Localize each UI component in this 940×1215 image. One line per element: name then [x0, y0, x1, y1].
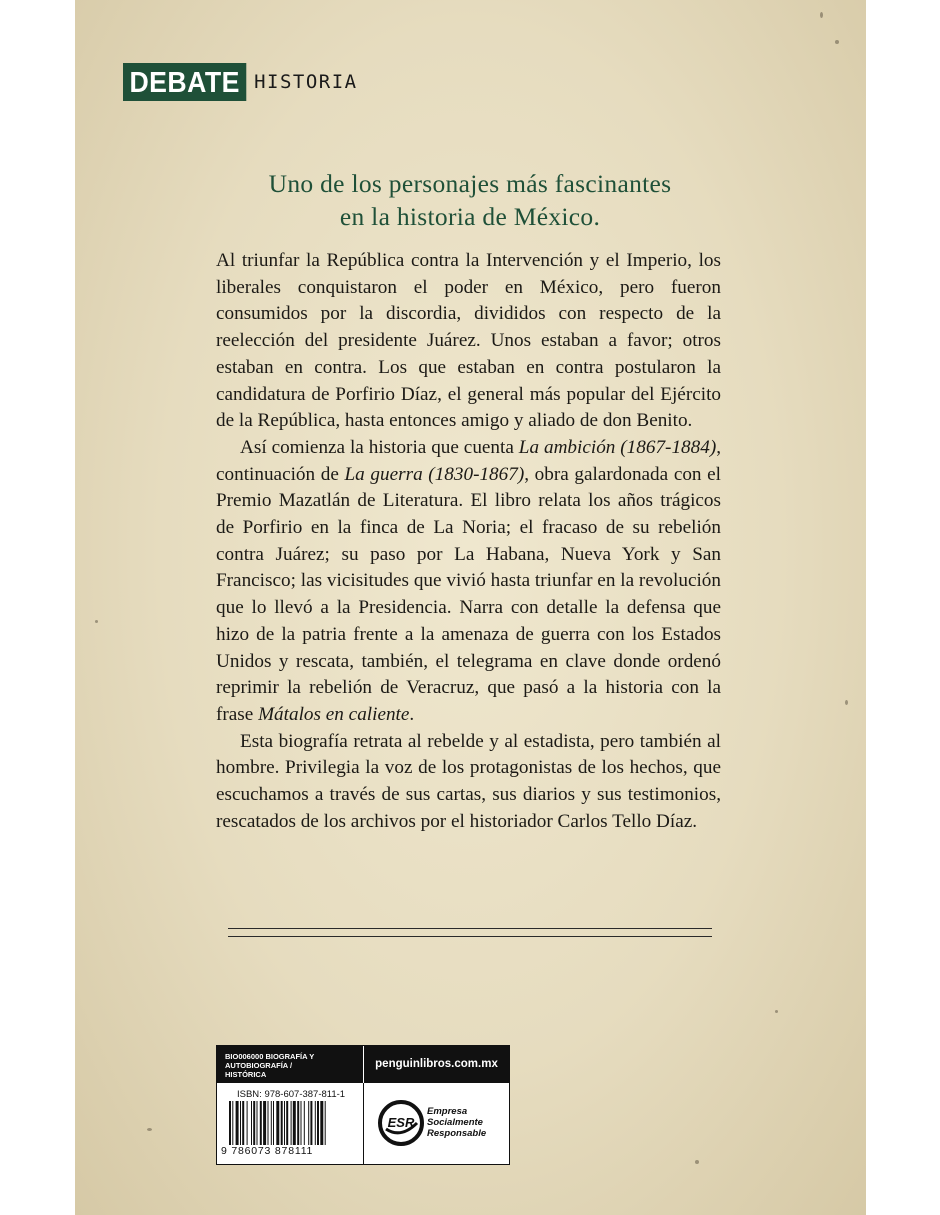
barcode-bar: [317, 1101, 319, 1145]
synopsis: [216, 248, 721, 835]
barcode-bar: [240, 1101, 241, 1145]
text-run: .: [409, 703, 415, 725]
barcode-bar: [325, 1101, 326, 1145]
barcode: [229, 1101, 353, 1145]
esr-line: Responsable: [427, 1128, 487, 1139]
barcode-bar: [276, 1101, 279, 1145]
esr-mark: ESR: [387, 1115, 415, 1130]
barcode-bar: [320, 1101, 323, 1145]
headline: [215, 167, 725, 233]
barcode-bar: [304, 1101, 305, 1145]
barcode-bar: [301, 1101, 302, 1145]
barcode-bar: [308, 1101, 309, 1145]
barcode-bar: [236, 1101, 239, 1145]
text-run: , obra galardonada con el Premio Mazatlán de Literatura. El libro relata los años trágicos de Porfirio en la finca de La Noria; el fracaso de su rebelión contra Juárez; su paso por La Habana, Nueva York y San Francisco; las vicisitudes que vivió hasta triunfar en la revolución que lo llevó a la Presidencia. Narra con detalle la defensa que hizo de la patria frente a la amenaza de guerra con los Estados Unidos y rescata, también, el telegrama en clave donde ordenó reprimir la rebelión de Veracruz, que pasó a la historia con la frase: [216, 463, 722, 725]
barcode-block: [216, 1045, 510, 1165]
barcode-bar: [281, 1101, 283, 1145]
text-run: Así comienza la historia que cuenta: [240, 436, 519, 458]
barcode-bar: [286, 1101, 288, 1145]
book-title: La ambición (1867-1884): [518, 436, 717, 458]
barcode-bar: [242, 1101, 244, 1145]
synopsis-paragraph: Al triunfar la República contra la Intervención y el Imperio, los liberales conquistaron el poder en México, pero fueron consumidos por la discordia, divididos con respecto de la reelección del presidente Juárez. Unos estaban a favor; otros estaban en contra. Los que estaban en contra postularon la candidatura de Porfirio Díaz, el general más popular del Ejército de la República, hasta entonces amigo y aliado de don Benito.: [216, 250, 721, 432]
barcode-bar: [257, 1101, 258, 1145]
bisac-line: HISTÓRICA: [225, 1070, 267, 1079]
barcode-bar: [268, 1101, 269, 1145]
barcode-bar: [284, 1101, 285, 1145]
series-header: [123, 63, 358, 101]
barcode-bar: [297, 1101, 299, 1145]
barcode-bar: [263, 1101, 266, 1145]
headline-line: en la historia de México.: [339, 202, 601, 231]
esr-line: Socialmente: [427, 1117, 483, 1128]
barcode-bar: [232, 1101, 233, 1145]
bisac-category: [217, 1046, 363, 1083]
barcode-digits: 9 786073 878111: [221, 1145, 314, 1157]
book-back-cover: [75, 0, 866, 1215]
barcode-bar: [310, 1101, 312, 1145]
paper-speck: [695, 1160, 699, 1164]
barcode-bar: [271, 1101, 272, 1145]
esr-seal-icon: [377, 1099, 425, 1147]
barcode-bar: [251, 1101, 252, 1145]
synopsis-paragraph: [216, 435, 721, 729]
isbn-label: ISBN: 978-607-387-811-1: [237, 1089, 346, 1100]
quote: Mátalos en caliente: [258, 703, 410, 725]
barcode-bar: [260, 1101, 262, 1145]
vertical-divider: [363, 1083, 364, 1164]
publisher-website[interactable]: penguinlibros.com.mx: [364, 1046, 509, 1083]
book-title: La guerra (1830-1867): [344, 463, 525, 485]
barcode-bar: [273, 1101, 274, 1145]
barcode-bar: [315, 1101, 316, 1145]
paper-speck: [845, 700, 848, 705]
barcode-bar: [293, 1101, 296, 1145]
paper-speck: [147, 1128, 152, 1131]
paper-speck: [835, 40, 839, 44]
collection-label: HISTORIA: [254, 71, 358, 93]
barcode-bar: [253, 1101, 255, 1145]
barcode-bar: [291, 1101, 292, 1145]
esr-text: [427, 1106, 486, 1139]
publisher-logo: DEBATE: [123, 63, 246, 101]
synopsis-paragraph: Esta biografía retrata al rebelde y al estadista, pero también al hombre. Privilegia la voz de los protagonistas de los hechos, que escuchamos a través de sus cartas, sus diarios y sus testimonios, rescatados de los archivos por el historiador Carlos Tello Díaz.: [216, 730, 721, 832]
text-run: , continuación de: [216, 436, 722, 485]
paper-speck: [95, 620, 98, 623]
headline-line: Uno de los personajes más fascinantes: [268, 169, 672, 198]
bisac-line: BIO006000 BIOGRAFÍA Y AUTOBIOGRAFÍA /: [225, 1052, 315, 1070]
barcode-bar: [229, 1101, 231, 1145]
paper-speck: [820, 12, 823, 18]
barcode-bar: [247, 1101, 248, 1145]
esr-line: Empresa: [427, 1106, 468, 1117]
double-rule-divider: [228, 928, 712, 937]
paper-speck: [775, 1010, 778, 1013]
